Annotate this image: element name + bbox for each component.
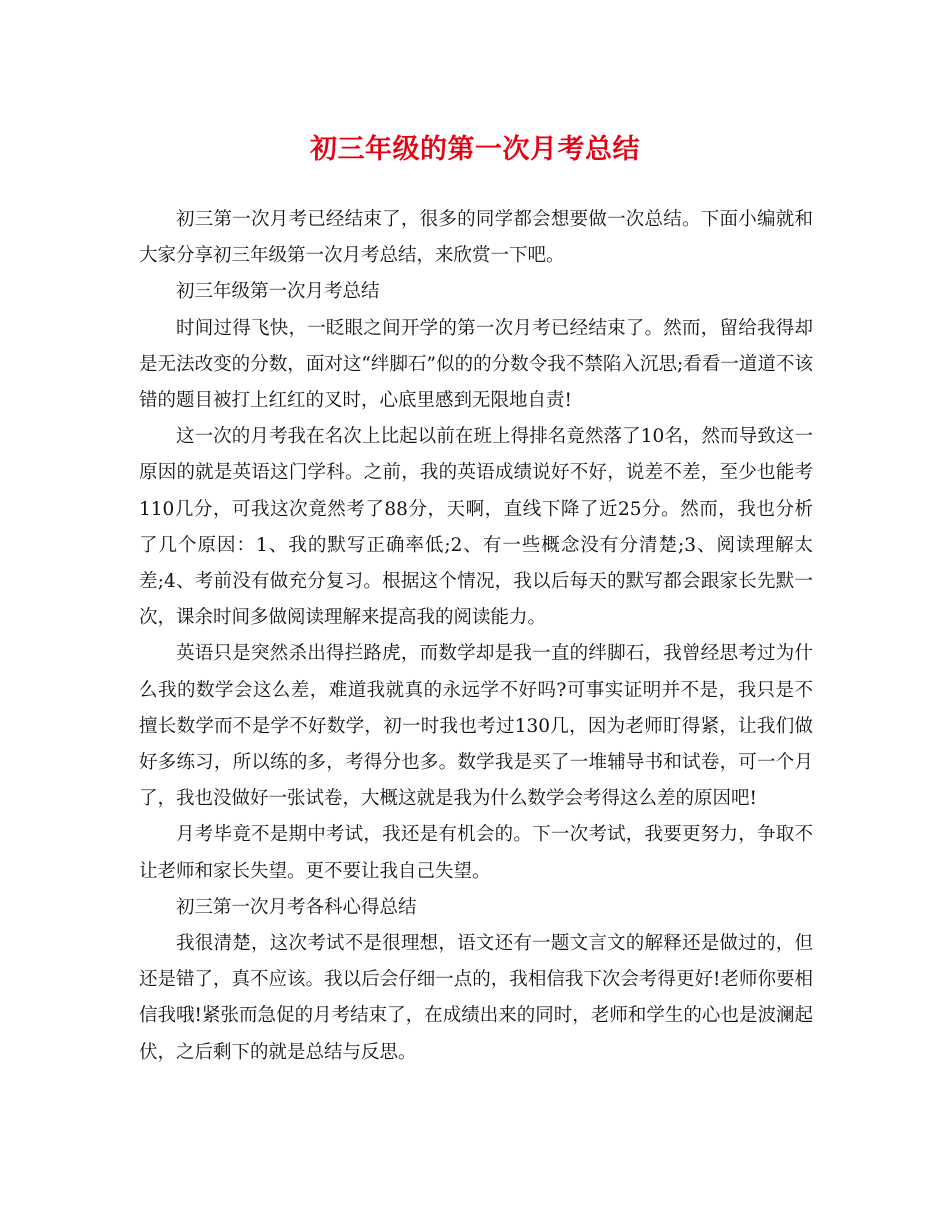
section-heading-subjects: 初三第一次月考各科心得总结 [176,896,417,918]
paragraph-time-flies: 时间过得飞快，一眨眼之间开学的第一次月考已经结束了。然而，留给我得却是无法改变的分数，面对这“绊脚石”似的的分数令我不禁陷入沉思;看看一道道不该错的题目被打上红红的叉时，心底里感到无限地自责! [139,317,813,412]
paragraph-resolution: 月考毕竟不是期中考试，我还是有机会的。下一次考试，我要更努力，争取不让老师和家长失望。更不要让我自己失望。 [139,824,813,882]
paragraph-reflection: 我很清楚，这次考试不是很理想，语文还有一题文言文的解释还是做过的，但还是错了，真不应该。我以后会仔细一点的，我相信我下次会考得更好!老师你要相信我哦!紧张而急促的月考结束了，在成绩出来的同时，老师和学生的心也是波澜起伏，之后剩下的就是总结与反思。 [139,933,813,1063]
paragraph-math: 英语只是突然杀出得拦路虎，而数学却是我一直的绊脚石，我曾经思考过为什么我的数学会这么差，难道我就真的永远学不好吗?可事实证明并不是，我只是不擅长数学而不是学不好数学，初一时我也考过130几，因为老师盯得紧，让我们做好多练习，所以练的多，考得分也多。数学我是买了一堆辅导书和试卷，可一个月了，我也没做好一张试卷，大概这就是我为什么数学会考得这么差的原因吧! [139,643,813,810]
section-heading-summary: 初三年级第一次月考总结 [176,281,380,303]
paragraph-intro: 初三第一次月考已经结束了，很多的同学都会想要做一次总结。下面小编就和大家分享初三年级第一次月考总结，来欣赏一下吧。 [139,209,813,267]
document-body [139,202,813,1071]
paragraph-english: 这一次的月考我在名次上比起以前在班上得排名竟然落了10名，然而导致这一原因的就是英语这门学科。之前，我的英语成绩说好不好，说差不差，至少也能考110几分，可我这次竟然考了88分，天啊，直线下降了近25分。然而，我也分析了几个原因：1、我的默写正确率低;2、有一些概念没有分清楚;3、阅读理解太差;4、考前没有做充分复习。根据这个情况，我以后每天的默写都会跟家长先默一次，课余时间多做阅读理解来提高我的阅读能力。 [139,426,813,629]
document-title: 初三年级的第一次月考总结 [310,134,640,165]
